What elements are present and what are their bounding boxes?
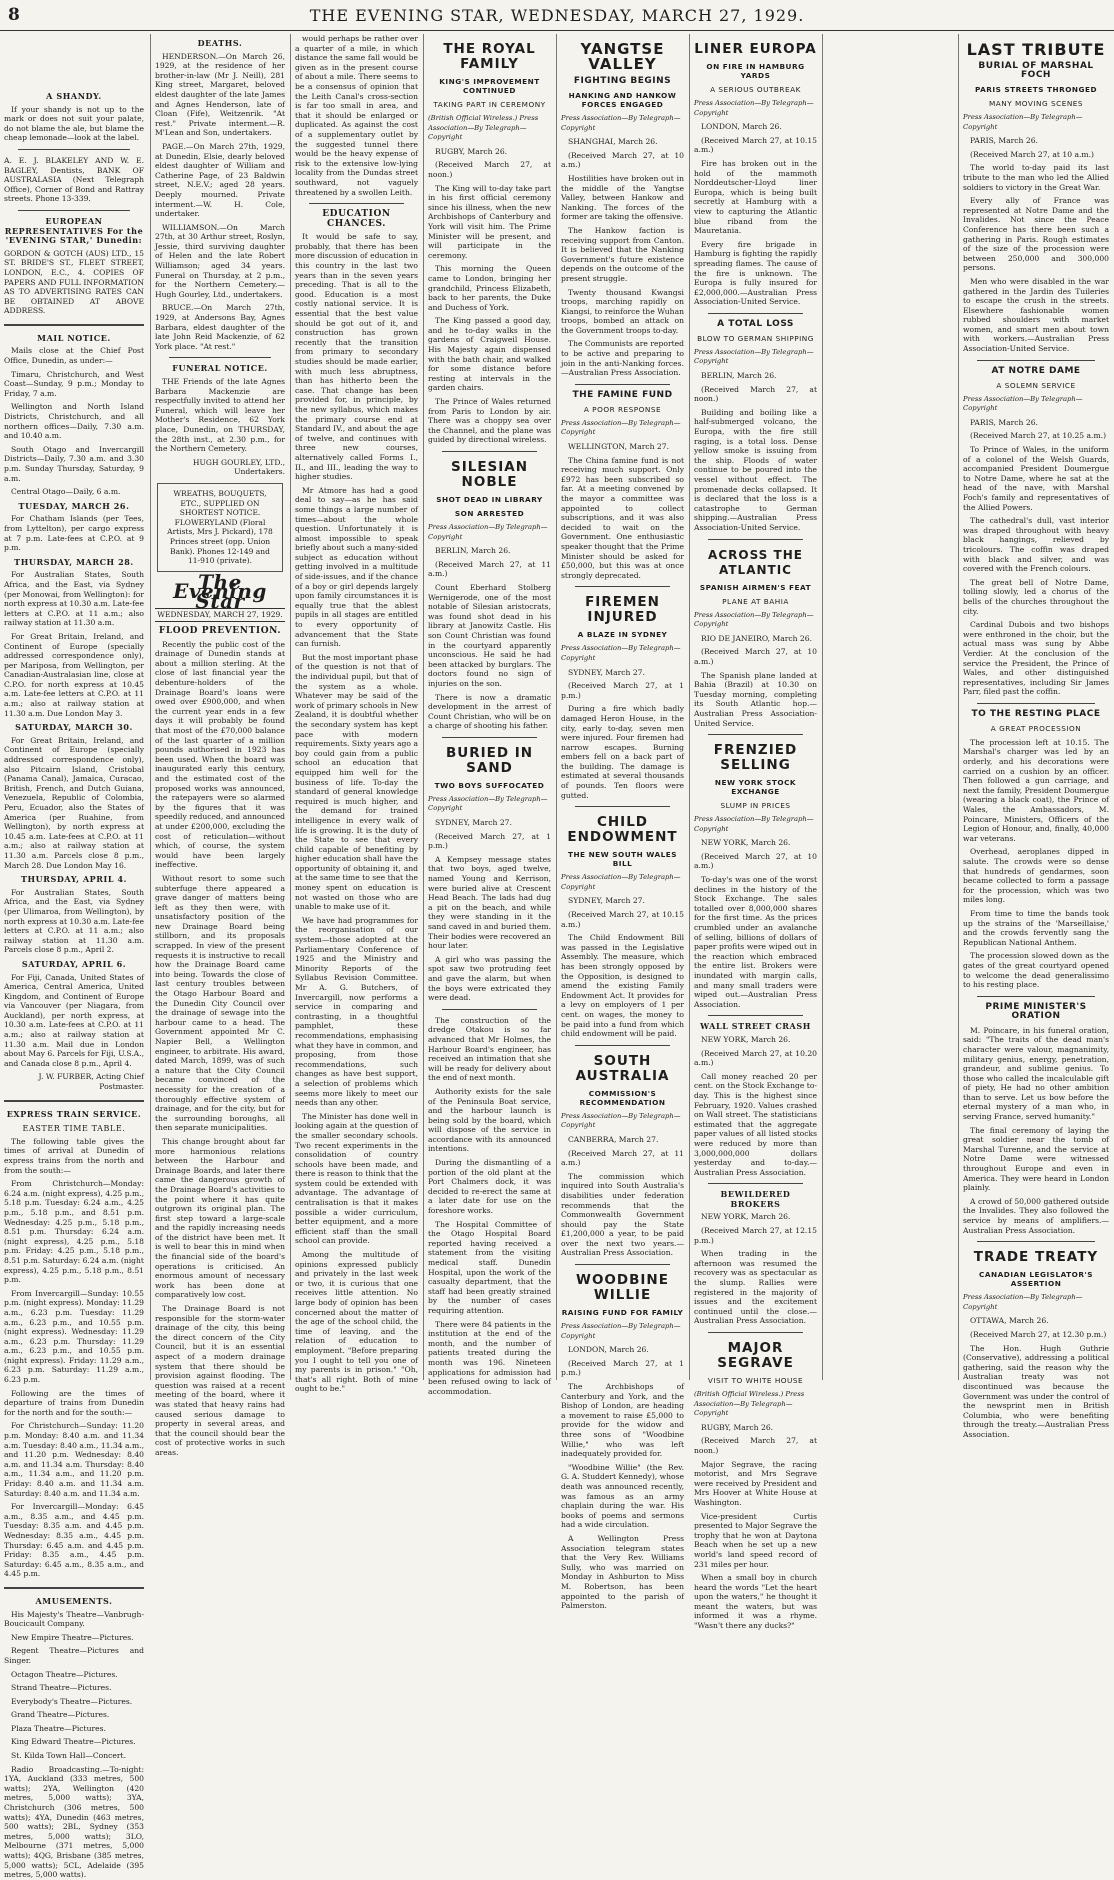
misc-para: The Hospital Committee of the Otago Hospital Board reported having received a statement from the visiting medical staff. Dunedin Hospital, upon the work of the casualty department, that the staff had been greatly strained by the number of cases requiring attention.	[428, 1219, 551, 1315]
silesian-para: There is now a dramatic development in the arrest of Count Christian, who will be on a charge of shooting his father.	[428, 692, 551, 731]
divider	[442, 737, 537, 738]
euro-reps-heading: EUROPEAN REPRESENTATIVES For the 'EVENING STAR,' Dunedin:	[4, 215, 144, 246]
frenzied-dateline: NEW YORK, March 26.	[701, 838, 791, 848]
firemen-credit: Press Association—By Telegraph—Copyright	[561, 644, 681, 662]
train-para: For Christchurch—Sunday: 11.20 p.m. Monday: 8.40 a.m. and 11.34 a.m. Tuesday: 8.40 a.m., 11.34 a.m., and 11.20 p.m. Wednesday: 8.40 a.m. and 11.34 a.m. Thursday: 8.40 a.m., 11.34 a.m., and 11.20 p.m. Friday: 8.40 a.m. and 11.34 a.m. Saturday: 8.40 a.m. and 11.34 a.m.	[4, 1421, 144, 1498]
mail-para: Mails close at the Chief Post Office, Dunedin, as under:—	[4, 346, 144, 366]
atlantic-para: The Spanish plane landed at Bahia (Brazil) at 10.30 on Tuesday morning, completing its South Atlantic hop.—Australian Press Association-United Service.	[694, 670, 817, 728]
tribute-para: (Received March 27, at 10 a.m.)	[970, 149, 1094, 159]
woodbine-para: A Wellington Press Association telegram states that the Very Rev. Williams Sully, who was married on Monday in Ashburton to Miss M. Robertson, has been appointed to the parish of Palmerston.	[561, 1533, 684, 1611]
column-7	[963, 34, 1109, 1444]
education-para: The Minister has done well in looking again at the question of the smaller secondary schools. Two recent experiments in the consolidation of country schools have been made, and there is reason to think that the system could be extended with advantage. The advantage of centralisation is that it makes possible a wider curriculum, better equipment, and a more efficient staff than the small school can provide.	[295, 1111, 418, 1246]
treaty-headline: TRADE TREATY	[973, 1249, 1099, 1266]
divider	[18, 149, 130, 150]
frenzied-subhead-2: SLUMP IN PRICES	[720, 801, 791, 811]
misc-para: The construction of the dredge Otakou is so far advanced that Mr Holmes, the Harbour Board's engineer, has received an intimation that she will be ready for delivery about the end of next month.	[428, 1015, 551, 1083]
divider	[708, 313, 803, 314]
education-para: It would be safe to say, probably, that there has been more discussion of education in this country in the last two years than in the seven years preceding. That is all to the good. Education is a most costly national service. It is essential that the best value should be got out of it, and construction has grown recently that the transition from primary to secondary studies should be made earlier, with much less abruptness, than has hitherto been the case. That change has been provided for, in principle, by the new syllabus, which makes the primary course end at Standard IV., and about the age of twelve, and continues with three new courses, alternatively called Forms I., II., and III., leading the way to higher studies.	[295, 232, 418, 482]
leader-continued: would perhaps be rather over a quarter of a mile, in which distance the same fall would be given as in the present course of about a mile. There seems to be a consensus of opinion that the Leith Canal's cross-section is far too small in area, and that it should be enlarged or duplicated. As against the cost of a supplementary outlet by the suggested tunnel there would be the heavy expense of risk to the extensive low-lying locality from the Dundas street southward, not vaguely threatened by a swollen Leith.	[295, 34, 418, 197]
loss-credit: Press Association—By Telegraph—Copyright	[694, 347, 814, 366]
europa-subhead-2: A SERIOUS OUTBREAK	[710, 85, 801, 94]
amusement-item: Strand Theatre—Pictures.	[11, 1683, 112, 1693]
masthead-title: THE EVENING STAR, WEDNESDAY, MARCH 27, 1929.	[309, 6, 805, 25]
euro-reps-text: GORDON & GOTCH (AUS) LTD., 15 ST. BRIDE'S ST., FLEET STREET, LONDON, E.C., 4. COPIES OF PAPERS AND FULL INFORMATION AS TO ADVERTISING RATES CAN BE OBTAINED AT ABOVE ADDRESS.	[4, 248, 144, 316]
column-rule	[150, 34, 151, 1380]
column-rule	[689, 34, 690, 1380]
notre-dateline: PARIS, March 26.	[970, 417, 1038, 427]
woodbine-para: The Archbishops of Canterbury and York, and the Bishop of London, are heading a movement to raise £5,000 to provide for the widow and three sons of "Woodbine Willie," who was left inadequately provided for.	[561, 1382, 684, 1459]
woodbine-para: (Received March 27, at 1 p.m.)	[561, 1358, 684, 1378]
famine-headline: THE FAMINE FUND	[572, 389, 673, 400]
loss-subhead: BLOW TO GERMAN SHIPPING	[697, 333, 814, 343]
amusement-item: St. Kilda Town Hall—Concert.	[11, 1751, 126, 1761]
tribute-dateline: PARIS, March 26.	[970, 136, 1038, 146]
notre-para: (Received March 27, at 10.25 a.m.)	[970, 431, 1107, 441]
mail-para: Timaru, Christchurch, and West Coast—Sunday, 9 p.m.; Monday to Friday, 7 a.m.	[4, 369, 144, 398]
sa-headline: SOUTH AUSTRALIA	[575, 1052, 670, 1084]
amusement-item: Octagon Theatre—Pictures.	[11, 1669, 118, 1679]
divider	[4, 324, 144, 326]
divider	[309, 203, 404, 204]
amusement-item: King Edward Theatre—Pictures.	[11, 1737, 136, 1747]
tribute-para: The world to-day paid its last tribute to the man who led the Allied soldiers to victory in the Great War.	[963, 163, 1109, 192]
divider	[708, 539, 803, 540]
divider	[708, 1332, 803, 1333]
buried-credit: Press Association—By Telegraph—Copyright	[428, 794, 548, 813]
funeral-heading: FUNERAL NOTICE.	[172, 363, 268, 374]
europa-credit: Press Association—By Telegraph—Copyright	[694, 99, 814, 117]
resting-para: Overhead, aeroplanes dipped in salute. The crowds were so dense that hundreds of gendarmes, soon became collected to form a passage for the procession, which was two miles long.	[963, 847, 1109, 905]
firemen-subhead: A BLAZE IN SYDNEY	[577, 630, 668, 640]
notre-para: The cathedral's dull, vast interior was draped throughout with heavy black hangings, relieved by tricolours. The coffin was draped with black and silver, and was covered with the French colours.	[963, 516, 1109, 574]
column-6	[694, 34, 817, 1631]
mail-para: For Great Britain, Ireland, and Continent of Europe (specially addressed correspondence only), per Mariposa, from Wellington, per Canadian-Australasian line, close at C.P.O. for north express at 10.45 a.m. Late-fee letters at C.P.O. at 11 a.m.; also at railway station at 11.30 a.m. Due London May 3.	[4, 631, 144, 718]
dentist-ad: A. E. J. BLAKELEY AND W. E. BAGLEY, Dentists, BANK OF AUSTRALASIA (Next Telegraph Office), Corner of Bond and Rattray streets. Phone 13-339.	[4, 155, 144, 204]
yangtse-subhead: FIGHTING BEGINS	[573, 76, 672, 86]
atlantic-headline: ACROSS THE ATLANTIC	[708, 547, 803, 577]
mail-para: For Great Britain, Ireland, and Continent of Europe (specially addressed correspondence only), also Pitcairn Island, Cristobal (Panama Canal), Jamaica, Curacao, British, French, and Dutch Guiana, Venezuela, Republic of Colombia, Peru, Ecuador, also the States of America (per Ruahine, from Wellington), by north express at 10.45 a.m. Late-fees at C.P.O. at 11 a.m.; also at railway station at 11.30 a.m. Parcels close 8 p.m., March 28. Due London May 16.	[4, 735, 144, 870]
mail-subhead: THURSDAY, APRIL 4.	[20, 874, 128, 885]
column-3	[295, 34, 418, 1394]
silesian-para: Count Eberhard Stolberg Wernigerode, one of the most notable of Silesian aristocrats, was found shot dead in his library at Janowitz Castle. His son Count Christian was found in the courtyard apparently unconscious. He said he had been attacked by burglars. The doctors found no sign of injuries on the son.	[428, 582, 551, 688]
column-2	[155, 34, 285, 1457]
silesian-dateline: BERLIN, March 26.	[435, 546, 511, 556]
amusement-item: Regent Theatre—Pictures and Singer.	[4, 1646, 144, 1665]
segrave-subhead: VISIT TO WHITE HOUSE	[707, 1376, 804, 1385]
paper-dateline: WEDNESDAY, MARCH 27, 1929.	[155, 608, 285, 622]
masthead	[0, 0, 1114, 31]
notre-credit: Press Association—By Telegraph—Copyright	[963, 394, 1083, 413]
death-notice: HENDERSON.—On March 26, 1929, at the residence of her brother-in-law (Mr J. Neill), 281 King street, Margaret, beloved eldest daughter of the late James and Agnes Henderson, late of Cloan (Fife), Weitzenrik. "At rest." Private interment.—R. M'Lean and Son, undertakers.	[155, 51, 285, 138]
column-4	[428, 34, 551, 1396]
buried-headline: BURIED IN SAND	[445, 744, 534, 776]
segrave-para: Vice-president Curtis presented to Major Segrave the trophy that he won at Daytona Beach when he set up a new world's land speed record of 231 miles per hour.	[694, 1511, 817, 1569]
silesian-para: (Received March 27, at 11 a.m.)	[428, 559, 551, 579]
silesian-headline: SILESIAN NOBLE	[450, 459, 529, 490]
oration-para: M. Poincare, in his funeral oration, said: "The traits of the dead man's character were valour, magnanimity, military genius, energy, penetration, grandeur, and sublime genius. To those who called the incalculable gift of piety, He had no other ambition than to serve. Let us bow before the eternal mystery of a man who, in serving France, served humanity."	[963, 1025, 1109, 1122]
royal-para: The King passed a good day, and he to-day walks in the gardens of Craigweil House. His Majesty again dispensed with the bath chair, and walked for some distance before resting at intervals in the garden chairs.	[428, 316, 551, 393]
mail-para: For Chatham Islands (per Tees, from Lyttelton), per cargo express at 7 p.m. Late-fees at C.P.O. at 9 p.m.	[4, 514, 144, 553]
column-1	[4, 34, 145, 1880]
resting-para: From time to time the bands took up the strains of the 'Marseillaise,' and the crowds fervently sang the Republican National Anthem.	[963, 908, 1109, 947]
misc-para: During the dismantling of a portion of the old plant at the Port Chalmers dock, it was decided to re-erect the same at a later date for use on the foreshore works.	[428, 1158, 551, 1216]
yangtse-para: The Communists are reported to be active and preparing to join in the anti-Nanking forces.—Australian Press Association.	[561, 339, 684, 378]
wallst-para: Call money reached 20 per cent. on the Stock Exchange to-day. This is the highest since February, 1920. Values crashed on Wall street. The statisticians estimated that the aggregate paper values of all listed stocks were reduced by more than 3,000,000,000 dollars yesterday and to-day.—Australian Press Association.	[694, 1071, 817, 1177]
treaty-subhead: CANADIAN LEGISLATOR'S ASSERTION	[979, 1270, 1093, 1289]
wallst-para: (Received March 27, at 10.20 a.m.)	[694, 1048, 817, 1068]
mail-para: Wellington and North Island Districts, Christchurch, and all northern offices—Daily, 7.30 a.m. and 10.40 a.m.	[4, 402, 144, 441]
silesian-credit: Press Association—By Telegraph—Copyright	[428, 523, 548, 541]
child-headline: CHILD ENDOWMENT	[567, 814, 678, 846]
buried-para: A Kempsey message states that two boys, aged twelve, named Young and Kerrison, were buried alive at Crescent Head Beach. The lads had dug a pit on the beach, and while they were standing in it the sand caved in and buried them. Their bodies were recovered an hour later.	[428, 854, 551, 951]
royal-credit: (British Official Wireless.) Press Association—By Telegraph—Copyright	[428, 114, 539, 142]
child-credit: Press Association—By Telegraph—Copyright	[561, 873, 681, 891]
death-notice: PAGE.—On March 27th, 1929, at Dunedin, Elsie, dearly beloved eldest daughter of William and Catherine Page, of 23 Baldwin street, N.E.V.; aged 28 years. Deeply mourned. Private interment.—W. H. Cole, undertaker.	[155, 141, 285, 219]
europa-para: Every fire brigade in Hamburg is fighting the rapidly spreading flames. The cause of the fire is unknown. The Europa is fully insured for £2,000,000.—Australian Press Association-United Service.	[694, 239, 817, 307]
mail-para: Central Otago—Daily, 6 a.m.	[11, 487, 121, 497]
loss-headline: A TOTAL LOSS	[717, 318, 794, 329]
shandy-text: If your shandy is not up to the mark or does not suit your palate, do not blame the ale, but blame the cheap lemonade—look at the label.	[4, 104, 144, 143]
brokers-heading: BEWILDERED BROKERS	[720, 1189, 791, 1209]
child-subhead: THE NEW SOUTH WALES BILL	[567, 850, 678, 869]
divider	[708, 734, 803, 735]
brokers-dateline: NEW YORK, March 26.	[701, 1212, 791, 1222]
buried-subhead: TWO BOYS SUFFOCATED	[434, 780, 545, 790]
europa-dateline: LONDON, March 26.	[701, 122, 782, 132]
divider	[4, 1100, 144, 1102]
royal-family-headline: THE ROYAL FAMILY	[443, 41, 536, 72]
child-para: (Received March 27, at 10.15 a.m.)	[561, 910, 684, 929]
divider	[575, 586, 670, 587]
frenzied-credit: Press Association—By Telegraph—Copyright	[694, 815, 814, 833]
resting-para: The procession slowed down as the gates of the great courtyard opened to welcome the dead generalissimo to his resting place.	[963, 951, 1109, 990]
woodbine-credit: Press Association—By Telegraph—Copyright	[561, 1322, 681, 1340]
royal-para: (Received March 27, at noon.)	[428, 160, 551, 179]
atlantic-subhead: SPANISH AIRMEN'S FEAT	[699, 582, 812, 592]
oration-headline: PRIME MINISTER'S ORATION	[985, 1001, 1087, 1021]
mail-para: For Australian States, South Africa, and the East, via Sydney (per Ulimaroa, from Wellington), by north express at 10.30 a.m. Late-fee letters at C.P.O. at 11 a.m.; also railway station at 11.30 a.m. Parcels close 8 p.m., April 2.	[4, 887, 145, 955]
amusements-list	[4, 1610, 144, 1880]
education-para: But the most important phase of the question is not that of the individual pupil, but that of the system as a whole. Whatever may be said of the work of primary schools in New Zealand, it is doubtful whether the secondary system has kept pace with modern requirements. Sixty years ago a boy could gain from a public school an education that equipped him well for the business of life. To-day the standard of general knowledge required is much higher, and the demand for trained intelligence in every walk of life is growing. It is the duty of the State to see that every child capable of benefiting by higher education shall have the opportunity of obtaining it, and at the same time to see that the money spent on education is not wasted on those who are unable to make use of it.	[295, 652, 418, 912]
royal-para: This morning the Queen came to London, bringing her grandchild, Princess Elizabeth, back to her parents, the Duke and Duchess of York.	[428, 264, 551, 312]
atlantic-credit: Press Association—By Telegraph—Copyright	[694, 610, 814, 629]
tribute-headline: LAST TRIBUTE	[966, 40, 1106, 59]
resting-para: The procession left at 10.15. The Marshal's charger was led by an orderly, and his decorations were carried on a cushion by an officer. Then followed a gun carriage, and next the family, President Doumergue (wearing a black coat), the Prince of Wales, the Ambassadors, M. Poincare, Ministers, Officers of the Legion of Honour, and, finally, 40,000 war veterans.	[963, 737, 1109, 843]
europa-subhead: ON FIRE IN HAMBURG YARDS	[706, 62, 805, 80]
train-para: For Invercargill—Monday: 6.45 a.m., 8.35 a.m., and 4.45 p.m. Tuesday: 8.35 a.m. and 4.45 p.m. Wednesday: 8.35 a.m., 4.45 p.m. Thursday: 6.45 a.m. and 4.45 p.m. Friday: 8.35 a.m., 4.45 p.m. Saturday: 6.45 a.m., 8.35 a.m., and 4.45 p.m.	[4, 1502, 144, 1579]
buried-para: A girl who was passing the spot saw two protruding feet and gave the alarm, but when the boys were extricated they were dead.	[428, 954, 551, 1003]
train-para: From Invercargill—Sunday: 10.55 p.m. (night express). Monday: 11.29 a.m., 6.23 p.m. Tuesday: 11.29 a.m., 6.23 p.m., and 10.55 p.m. (night express). Wednesday: 11.29 a.m., 6.23 p.m. Thursday: 11.29 a.m., 6.23 p.m., and 10.55 p.m. (night express). Friday: 11.29 a.m., 6.23 p.m. Saturday: 11.29 a.m., 6.23 p.m.	[4, 1288, 144, 1385]
atlantic-subhead-2: PLANE AT BAHIA	[722, 596, 789, 606]
woodbine-headline: WOODBINE WILLIE	[576, 1272, 669, 1304]
leader-para: Without resort to some such subterfuge there appeared a grave danger of matters being left as they then were, with unsatisfactory position of the new Drainage Board being stillborn, and its proposals scrapped. In view of the present requests it is instructive to recall how the Drainage Board came into being. Towards the close of last century troubles between the Otago Harbour Board and the Dunedin City Council over the drainage of sewage into the harbour came to a head. The Government appointed Mr C. Napier Bell, a Wellington engineer, to arbitrate. His award, dated March, 1899, was of such a nature that the City Council became convinced of the necessity for the creation of a thoroughly effective system of drainage, and for the city, but for the surrounding boroughs, all then separate municipalities.	[155, 873, 285, 1133]
frenzied-headline: FRENZIED SELLING	[713, 742, 798, 774]
leader-heading: FLOOD PREVENTION.	[158, 626, 282, 637]
buried-dateline: SYDNEY, March 27.	[435, 818, 512, 828]
yangtse-para: Twenty thousand Kwangsi troops, marching rapidly on Kiangsi, to reinforce the Wuhan troops, bombed an attack on the Government troops to-day.	[561, 287, 684, 335]
misc-para: There were 84 patients in the institution at the end of the month, and the number of patients treated during the month was 196. Nineteen applications for admission had been refused owing to lack of accommodation.	[428, 1319, 551, 1396]
treaty-dateline: OTTAWA, March 26.	[970, 1316, 1049, 1326]
famine-dateline: WELLINGTON, March 27.	[568, 442, 669, 452]
firemen-para: During a fire which badly damaged Heron House, in the city, early to-day, seven men were injured. Four firemen had narrow escapes. Burning embers fell on a back part of the building. The damage is estimated at several thousands of pounds. Ten floors were gutted.	[561, 704, 684, 800]
segrave-para: When a small boy in church heard the words "Let the heart upon the waters," he thought it meant the waters, but was informed it was a rhyme. "Wasn't there any ducks?"	[694, 1573, 817, 1631]
mail-subhead: SATURDAY, APRIL 6.	[21, 958, 127, 969]
divider	[4, 1587, 144, 1589]
divider	[442, 1009, 537, 1010]
loss-para: (Received March 27, at noon.)	[694, 384, 817, 404]
silesian-subhead-2: SON ARRESTED	[454, 509, 525, 518]
tribute-credit: Press Association—By Telegraph—Copyright	[963, 113, 1083, 131]
resting-subhead: A GREAT PROCESSION	[990, 723, 1082, 733]
amusement-item: Everybody's Theatre—Pictures.	[11, 1696, 133, 1706]
divider	[708, 1015, 803, 1016]
loss-para: Building and boiling like a half-submerged volcano, the Europa, with the fire still raging, is a total loss. Dense yellow smoke is issuing from the ship. Floods of water continue to be poured into the vessel without effect. The promenade decks collapsed. It is declared that the loss is a catastrophe to German shipping.—Australian Press Association-United Service.	[694, 407, 817, 532]
wreaths-ad: WREATHS, BOUQUETS, ETC., SUPPLIED ON SHORTEST NOTICE. FLOWERYLAND (Floral Artists, Mrs J. Pickard), 178 Princes street (opp. Union Bank). Phones 12-149 and 11-910 (private).	[157, 483, 283, 572]
funeral-signature: HUGH GOURLEY, LTD., Undertakers.	[192, 457, 285, 477]
yangtse-para: (Received March 27, at 10 a.m.)	[561, 150, 684, 170]
frenzied-para: (Received March 27, at 10 a.m.)	[694, 851, 817, 871]
train-para: The following table gives the times of arrival at Dunedin of express trains from the north and from the south:—	[4, 1136, 144, 1175]
treaty-para: (Received March 27, at 12.30 p.m.)	[970, 1329, 1107, 1339]
sa-subhead: COMMISSION'S RECOMMENDATION	[579, 1088, 666, 1107]
atlantic-dateline: RIO DE JANEIRO, March 26.	[701, 633, 813, 643]
woodbine-para: "Woodbine Willie" (the Rev. G. A. Studdert Kennedy), whose death was announced recently, was famous as an army chaplain during the war. His books of poems and sermons had a wide circulation.	[561, 1462, 684, 1530]
shandy-heading: A SHANDY.	[46, 91, 102, 101]
leader-para: This change brought about far more harmonious relations between the Harbour and Drainage Boards, and later there came the dangerous growth of the Drainage Board's activities to the point where it has quite outgrown its original plan. The first step toward a large-scale and the rapidly increasing needs of the district have been met. It is well to bear this in mind when the financial side of the board's operations is criticised. An enormous amount of necessary work has been done at comparatively low cost.	[155, 1136, 285, 1300]
divider	[977, 1241, 1095, 1242]
divider	[575, 1045, 670, 1046]
divider	[442, 451, 537, 452]
yangtse-subhead-2: HANKING AND HANKOW FORCES ENGAGED	[568, 91, 677, 109]
royal-dateline: RUGBY, March 26.	[435, 146, 508, 156]
paper-nameplate: The Evening Star	[173, 569, 267, 613]
train-para: From Christchurch—Monday: 6.24 a.m. (night express), 4.25 p.m., 5.18 p.m. Tuesday: 6.24 a.m., 4.25 p.m., 5.18 p.m., and 8.51 p.m. Wednesday: 4.25 p.m., 5.18 p.m., 8.51 p.m. Thursday: 6.24 a.m. (night express), 4.25 p.m., 5.18 p.m. Friday: 4.25 p.m., 5.18 p.m., 8.51 p.m. Saturday: 6.24 a.m. (night express), 4.25 p.m., 5.18 p.m., 8.51 p.m.	[4, 1179, 144, 1285]
yangtse-para: Hostilities have broken out in the middle of the Yangtse Valley, between Hankow and Nanking. The forces of the former are taking the offensive.	[561, 173, 684, 222]
notre-para: Cardinal Dubois and two bishops were enthroned in the choir, but the actual mass was sung by Abbe Verdier. At the conclusion of the service the President, the Prince of Wales, and other distinguished representatives, including Sir James Parr, filed past the coffin.	[963, 620, 1109, 697]
divider	[169, 357, 271, 358]
divider	[977, 996, 1095, 997]
segrave-para: (Received March 27, at noon.)	[694, 1436, 817, 1455]
segrave-headline: MAJOR SEGRAVE	[717, 1340, 794, 1371]
yangtse-dateline: SHANGHAI, March 26.	[568, 137, 658, 147]
leader-para: The Drainage Board is not responsible for the storm-water drainage of the city, this being the direct concern of the City Council, but it is an essential aspect of a modern drainage system that there should be provision against flooding. The question was raised at a recent meeting of the board, where it was stated that heavy rains had caused serious damage to property in several areas, and that the council should bear the cost of protective works in such areas.	[155, 1304, 285, 1457]
wallst-heading: WALL STREET CRASH	[700, 1021, 811, 1032]
notre-headline: AT NOTRE DAME	[991, 365, 1081, 376]
silesian-subhead: SHOT DEAD IN LIBRARY	[436, 495, 543, 504]
divider	[977, 703, 1095, 704]
mail-subhead: TUESDAY, MARCH 26.	[18, 500, 130, 511]
education-para: Mr Atmore has had a good deal to say—as he has said some things a large number of times—about the whole question. Unfortunately it is almost impossible to speak briefly about such a many-sided subject as education without getting involved in a multitude of side-issues, and if the chance of a boy or girl depends largely upon family circumstances it is equally true that the ablest pupils in all stages are entitled to every opportunity of advancement that the State can furnish.	[295, 485, 418, 649]
tribute-para: Men who were disabled in the war gathered in the Jardin des Tuileries to escape the crush in the streets. Elsewhere fashionable women rubbed shoulders with market women, and smart men about town with workers.—Australian Press Association-United Service.	[963, 276, 1109, 354]
atlantic-para: (Received March 27, at 10 a.m.)	[694, 647, 817, 666]
sa-para: (Received March 27, at 11 a.m.)	[561, 1148, 684, 1168]
child-para: The Child Endowment Bill was passed in the Legislative Assembly. The measure, which has been strongly opposed by the Opposition, is designed to amend the existing Family Endowment Act. It provides for a levy on employers of 1 per cent. on wages, the money to be paid into a fund from which child endowment will be paid.	[561, 933, 684, 1039]
column-rule	[556, 34, 557, 1380]
divider	[708, 1183, 803, 1184]
train-subheading: EASTER TIME TABLE.	[22, 1124, 126, 1134]
funeral-text: THE Friends of the late Agnes Barbara Mackenzie are respectfully invited to attend her Funeral, which will leave her Mother's Residence, 62 York place, Dunedin, on THURSDAY, the 28th inst., at 2.30 p.m., for the Northern Cemetery.	[155, 377, 285, 454]
frenzied-para: To-day's was one of the worst declines in the history of the Stock Exchange. The sales totalled over 8,000,000 shares for the first time. As the prices crumbled under an avalanche of selling, billions of dollars of paper profits were wiped out in the reaction which embraced the entire list. Brokers were inundated with margin calls, and many small traders were wiped out.—Australian Press Association.	[694, 875, 817, 1009]
tribute-subhead-2: PARIS STREETS THRONGED	[974, 85, 1098, 94]
amusements-heading: AMUSEMENTS.	[35, 1595, 113, 1606]
firemen-dateline: SYDNEY, March 27.	[568, 667, 645, 677]
resting-headline: TO THE RESTING PLACE	[971, 708, 1101, 719]
royal-para: The Prince of Wales returned from Paris to London by air. There was a choppy sea over the Channel, and the plane was guided by directional wireless.	[428, 397, 551, 445]
child-dateline: SYDNEY, March 27.	[568, 896, 645, 906]
notre-subhead: A SOLEMN SERVICE	[996, 380, 1076, 390]
wallst-dateline: NEW YORK, March 26.	[701, 1034, 791, 1044]
mail-signature: J. W. FURBER, Acting Chief Postmaster.	[38, 1072, 144, 1092]
yangtse-headline: YANGTSE VALLEY	[580, 40, 665, 73]
yangtse-para: The Hankow faction is receiving support from Canton. It is believed that the Nanking Government's future existence depends on the outcome of the present struggle.	[561, 225, 684, 283]
royal-para: The King will to-day take part in his first official ceremony since his illness, when the new Archbishops of Canterbury and York will visit him. The Prime Minister will be present, and will participate in the ceremony.	[428, 183, 551, 260]
column-rule	[290, 34, 291, 1380]
segrave-dateline: RUGBY, March 26.	[701, 1422, 774, 1432]
brokers-para: (Received March 27, at 12.15 p.m.)	[694, 1226, 817, 1245]
brokers-para: When trading in the afternoon was resumed the recovery was as spectacular as the slump. Rallies were registered in the majority of issues and the excitement continued until the close.—Australian Press Association.	[694, 1249, 817, 1326]
misc-para: Authority exists for the sale of the Peninsula Boat service, and the harbour launch is being sold by the board, which will dispose of the service in accordance with its announced intentions.	[428, 1086, 551, 1154]
notre-para: To Prince of Wales, in the uniform of a colonel of the Welsh Guards, accompanied President Doumergue to Notre Dame, where he sat at the head of the nave, with Marshal Foch's family and representatives of the Allied Powers.	[963, 445, 1109, 512]
amusement-item: Grand Theatre—Pictures.	[11, 1710, 110, 1720]
divider	[575, 1264, 670, 1265]
train-heading: EXPRESS TRAIN SERVICE.	[6, 1108, 142, 1119]
yangtse-credit: Press Association—By Telegraph—Copyright	[561, 114, 681, 132]
sa-credit: Press Association—By Telegraph—Copyright	[561, 1111, 681, 1130]
tribute-subhead-3: MANY MOVING SCENES	[988, 99, 1084, 108]
column-7-wrap	[827, 34, 1109, 1439]
treaty-para: The Hon. Hugh Guthrie (Conservative), addressing a political gathering, said the reason why the Australian treaty was not discontinued was because the Government was under the control of the newsprint men in British Columbia, who were benefiting through the treaty.—Australian Press Association.	[963, 1343, 1109, 1439]
firemen-para: (Received March 27, at 1 p.m.)	[561, 681, 684, 700]
notre-para: The great bell of Notre Dame, tolling slowly, led a chorus of the bells of the churches throughout the city.	[963, 577, 1109, 616]
woodbine-subhead: RAISING FUND FOR FAMILY	[561, 1308, 684, 1318]
amusement-item: Plaza Theatre—Pictures.	[11, 1723, 106, 1733]
mail-subhead: THURSDAY, MARCH 28.	[14, 556, 134, 567]
loss-dateline: BERLIN, March 26.	[701, 371, 777, 381]
amusement-item: His Majesty's Theatre—Vanbrugh-Boucicault Company.	[4, 1609, 144, 1629]
oration-para: The final ceremony of laying the great soldier near the tomb of Marshal Turenne, and the service at Notre Dame were witnessed throughout Europe and even in America. They were heard in London plainly.	[963, 1125, 1109, 1193]
education-para: We have had programmes for the reorganisation of our system—those adopted at the Parliamentary Conference of 1925 and the Ministry and Minority Reports of the Syllabus Revision Committee. Mr A. G. Butchers, of Invercargill, now performs a service in comparing and contrasting, in a thoughtful pamphlet, these recommendations, emphasising what they have in common, and proposing, from those recommendations, such changes as have best support, a selection of problems which seems more likely to meet our needs than any other.	[295, 915, 418, 1108]
europa-headline: LINER EUROPA	[694, 41, 817, 57]
europa-para: (Received March 27, at 10.15 a.m.)	[694, 135, 817, 155]
mail-para: For Australian States, South Africa, and the East, via Sydney (per Monowai, from Wellington): for north express at 10.30 a.m. Late-fee letters at C.P.O. at 11 a.m.; also railway station at 11.30 a.m.	[4, 570, 145, 628]
mail-para: For Fiji, Canada, United States of America, Central America, United Kingdom, and Continent of Europe via Vancouver (per Niagara, from Auckland), per north express, at 10.30 a.m. Late-fees at C.P.O. at 11 a.m.; also at railway station at 11.30 a.m. Mail due in London about May 6. Parcels for Fiji, U.S.A., and Canada close 8 p.m., April 4.	[4, 972, 144, 1068]
frenzied-subhead: NEW YORK STOCK EXCHANGE	[714, 778, 797, 797]
mail-para: South Otago and Invercargill Districts—Daily, 7.30 a.m. and 3.30 p.m. Sunday Thursday, Saturday, 9 a.m.	[4, 444, 144, 483]
europa-para: Fire has broken out in the hold of the mammoth Norddeutscher-Lloyd liner Europa, which is being built secretly at Hamburg with a view to capturing the Atlantic blue riband from the Mauretania.	[694, 158, 817, 236]
amusement-item: Radio Broadcasting.—To-night: 1YA, Auckland (333 metres, 500 watts); 2YA, Wellington (420 metres, 5,000 watts); 3YA, Christchurch (306 metres, 500 watts); 4YA, Dunedin (463 metres, 500 watts); 2BL, Sydney (353 metres, 5,000 watts); 3LO, Melbourne (371 metres, 5,000 watts); 4QG, Brisbane (385 metres, 5,000 watts); 5CL, Adelaide (395 metres, 5,000 watts).	[4, 1764, 144, 1880]
amusement-item: New Empire Theatre—Pictures.	[11, 1632, 134, 1642]
death-notice: WILLIAMSON.—On March 27th, at 30 Arthur street, Roslyn, Jessie, third surviving daughter of Helen and the late Robert Williamson; aged 34 years. Funeral on Thursday, at 2 p.m., for the Northern Cemetery.—Hugh Gourley, Ltd., undertakers.	[155, 222, 285, 299]
divider	[575, 806, 670, 807]
famine-credit: Press Association—By Telegraph—Copyright	[561, 418, 681, 437]
buried-para: (Received March 27, at 1 p.m.)	[428, 831, 551, 851]
page-number: 8	[8, 5, 20, 25]
royal-subhead-2: TAKING PART IN CEREMONY	[433, 100, 546, 109]
segrave-para: Major Segrave, the racing motorist, and Mrs Segrave were received by President and Mrs Hoover at White House at Washington.	[694, 1459, 817, 1507]
oration-para: A crowd of 50,000 gathered outside the Invalides. They also followed the service by means of amplifiers.—Australian Press Association.	[963, 1196, 1109, 1235]
woodbine-dateline: LONDON, March 26.	[568, 1345, 649, 1355]
sa-para: The commission which inquired into South Australia's disabilities under federation recommends that the Commonwealth Government should pay the State £1,200,000 a year, to be paid over the next two years.—Australian Press Association.	[561, 1171, 684, 1258]
treaty-credit: Press Association—By Telegraph—Copyright	[963, 1293, 1083, 1311]
deaths-heading: DEATHS.	[197, 38, 243, 48]
column-rule	[822, 34, 823, 1380]
royal-subhead: KING'S IMPROVEMENT CONTINUED	[439, 77, 540, 95]
segrave-credit: (British Official Wireless.) Press Association—By Telegraph—Copyright	[694, 1390, 805, 1418]
famine-para: The China famine fund is not receiving much support. Only £972 has been subscribed so far. At a meeting convened by the mayor a committee was appointed to collect subscriptions, and it was also decided to wait on the Government. One enthusiastic speaker thought that the Prime Minister should be asked for £50,000, but this was at once strongly deprecated.	[561, 455, 684, 580]
mail-subhead: SATURDAY, MARCH 30.	[15, 722, 133, 733]
education-para: Among the multitude of opinions expressed publicly and privately in the last week or two, it is curious that one receives little attention. No large body of opinion has been concerned about the matter of the age of the school child, the time of leaving, and the relation of education to employment. "Before preparing you I ought to tell you one of my parents is in prison." "Oh, that's all right. Both of mine ought to be."	[295, 1250, 418, 1394]
divider	[575, 384, 670, 385]
divider	[18, 210, 130, 211]
leader-para: Recently the public cost of the drainage of Dunedin stands at about a million sterling. At the close of last financial year the debenture-holders of the Drainage Board's loans were owed over £900,000, and when the current year ends in a few days it will probably be found that most of the £70,000 balance of the last quarter of a million pounds authorised in 1923 has been used. When the board was inaugurated early this century, and the estimated cost of the proposed works was announced, the ratepayers were so alarmed by the figures that it was speedily reduced, and announced at under £200,000, excluding the cost of reticulation—without which, of course, the system would have been largely ineffective.	[155, 639, 285, 870]
mail-notice-body	[4, 346, 144, 1091]
divider	[977, 360, 1095, 361]
mail-notice-heading: MAIL NOTICE.	[37, 332, 111, 343]
sa-dateline: CANBERRA, March 27.	[568, 1134, 659, 1144]
train-para: Following are the times of departure of trains from Dunedin for the north and for the south:—	[4, 1388, 144, 1417]
column-5	[561, 34, 684, 1611]
column-rule	[423, 34, 424, 1380]
tribute-para: Every ally of France was represented at Notre Dame and the Invalides. Not since the Peace Conference has there been such a gathering in Paris. Rough estimates of the size of the procession were between 250,000 and 300,000 persons.	[963, 196, 1109, 273]
death-notice: BRUCE.—On March 27th, 1929, at Andersons Bay, Agnes Barbara, eldest daughter of the late John Reid Mackenzie, of 62 York place. "At rest."	[155, 303, 285, 351]
tribute-subhead: BURIAL OF MARSHAL FOCH	[978, 61, 1094, 80]
famine-subhead: A POOR RESPONSE	[583, 404, 662, 414]
education-heading: EDUCATION CHANCES.	[322, 209, 391, 229]
firemen-headline: FIREMEN INJURED	[585, 594, 660, 626]
